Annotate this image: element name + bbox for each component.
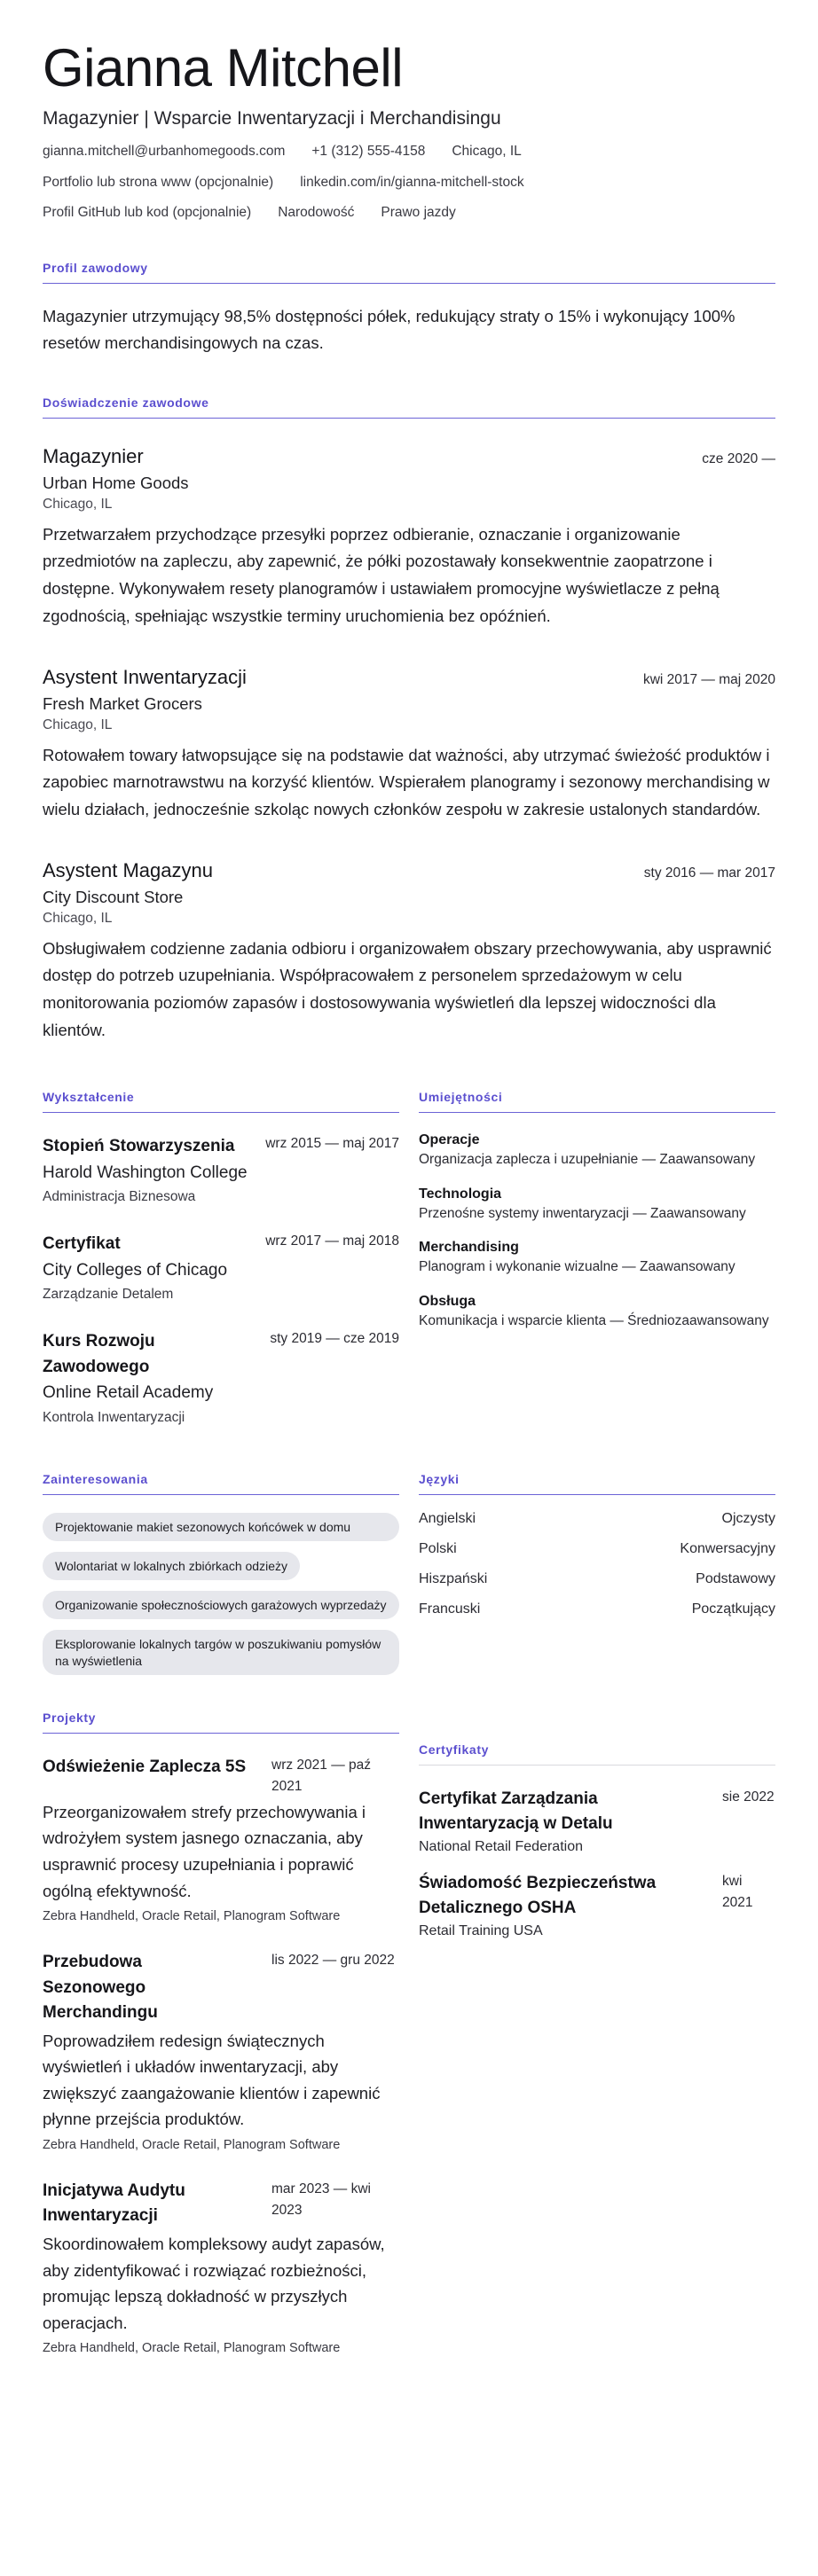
certifications-section xyxy=(419,1711,775,2356)
project-date: mar 2023 — kwi 2023 xyxy=(271,2181,371,2218)
interests-section xyxy=(43,1472,399,1675)
project-tools: Zebra Handheld, Oracle Retail, Planogram Software xyxy=(43,1909,341,1924)
job-title: Asystent Magazynu xyxy=(43,858,213,881)
profile-section xyxy=(43,261,775,356)
certification-date: kwi 2021 xyxy=(722,1873,753,1910)
education-degree: Stopień Stowarzyszenia xyxy=(43,1137,235,1156)
skill-level: Przenośne systemy inwentaryzacji — Zaawansowany xyxy=(419,1205,746,1221)
language-name: Angielski xyxy=(419,1510,476,1526)
project-title: Odświeżenie Zaplecza 5S xyxy=(43,1757,247,1776)
contact-row-2 xyxy=(43,175,775,192)
education-date: sty 2019 — cze 2019 xyxy=(270,1331,399,1347)
certification-issuer: Retail Training USA xyxy=(419,1922,543,1938)
job-location: Chicago, IL xyxy=(43,496,113,512)
job-location: Chicago, IL xyxy=(43,910,113,926)
skills-section xyxy=(419,1090,775,1425)
certification-issuer: National Retail Federation xyxy=(419,1838,583,1854)
language-name: Francuski xyxy=(419,1601,481,1617)
project-tools: Zebra Handheld, Oracle Retail, Planogram Software xyxy=(43,2137,341,2152)
projects-section xyxy=(43,1711,399,2356)
job-entry xyxy=(43,445,775,630)
skill-name: Obsługa xyxy=(419,1293,476,1309)
language-row xyxy=(419,1541,775,1557)
job-title: Asystent Inwentaryzacji xyxy=(43,665,247,688)
skill-level: Planogram i wykonanie wizualne — Zaawansowany xyxy=(419,1259,735,1275)
project-title: Inicjatywa Audytu Inwentaryzacji xyxy=(43,2181,185,2226)
interest-tag: Wolontariat w lokalnych zbiórkach odzieży xyxy=(43,1552,300,1580)
resume-header xyxy=(43,39,775,222)
certification-entry xyxy=(419,1787,775,1855)
skill-name: Operacje xyxy=(419,1132,480,1148)
education-entry xyxy=(43,1329,399,1425)
project-tools: Zebra Handheld, Oracle Retail, Planogram Software xyxy=(43,2341,341,2356)
language-row xyxy=(419,1601,775,1617)
job-location: Chicago, IL xyxy=(43,716,113,732)
job-description: Przetwarzałem przychodzące przesyłki poprzez odbieranie, oznaczanie i organizowanie przedmiotów na zapleczu, aby zapewnić, że półki pozostawały konsekwentnie zaopatrzone i dostępne. Wykonywałem resety planogramów i ustawiałem promocyjne wyświetlacze z pełną zgodnością, spełniając wszystkie terminy uruchomienia bez opóźnień. xyxy=(43,524,720,625)
language-list xyxy=(419,1511,775,1617)
experience-section xyxy=(43,395,775,1045)
project-description: Poprowadziłem redesign świątecznych wyświetleń i układów inwentaryzacji, aby zwiększyć zaangażowanie klientów i zapewnić płynne przejścia produktów. xyxy=(43,2031,381,2129)
skill-entry xyxy=(419,1186,775,1224)
education-field: Zarządzanie Detalem xyxy=(43,1287,174,1303)
contact-github[interactable]: Profil GitHub lub kod (opcjonalnie) xyxy=(43,205,252,221)
education-date: wrz 2017 — maj 2018 xyxy=(265,1233,399,1249)
language-name: Polski xyxy=(419,1540,457,1556)
contact-email[interactable]: gianna.mitchell@urbanhomegoods.com xyxy=(43,144,286,159)
skill-level: Komunikacja i wsparcie klienta — Średniozaawansowany xyxy=(419,1312,769,1328)
project-date: wrz 2021 — paź 2021 xyxy=(271,1757,371,1794)
certification-name: Świadomość Bezpieczeństwa Detalicznego OSHA xyxy=(419,1873,657,1918)
project-description: Skoordinowałem kompleksowy audyt zapasów, aby zidentyfikować i rozwiązać rozbieżności, promując lepszą dokładność w przyszłych operacjach. xyxy=(43,2234,385,2332)
skill-level: Organizacja zaplecza i uzupełnianie — Zaawansowany xyxy=(419,1152,756,1168)
project-entry xyxy=(43,2179,399,2355)
language-level: Ojczysty xyxy=(721,1510,775,1526)
contact-row-1 xyxy=(43,144,775,161)
interest-tag: Organizowanie społecznościowych garażowych wyprzedaży xyxy=(43,1591,399,1619)
language-row xyxy=(419,1571,775,1587)
projects-certifications-row xyxy=(43,1711,775,2356)
education-skills-row xyxy=(43,1090,775,1425)
certification-name: Certyfikat Zarządzania Inwentaryzacją w Detalu xyxy=(419,1789,613,1834)
profile-summary: Magazynier utrzymujący 98,5% dostępności półek, redukujący straty o 15% i wykonujący 100% resetów merchandisingowych na czas. xyxy=(43,306,735,352)
interests-languages-row xyxy=(43,1472,775,1675)
job-date: cze 2020 — xyxy=(702,450,775,466)
job-description: Rotowałem towary łatwopsujące się na podstawie dat ważności, aby utrzymać świeżość produktów i zapobiec marnotrawstwu na korzyść klientów. Wspierałem planogramy i sezonowy merchandising w wielu działach, jednocześnie szkoląc nowych członków zespołu w zakresie ustalonych standardów. xyxy=(43,745,770,818)
section-title-experience: Doświadczenie zawodowe xyxy=(43,395,775,419)
language-level: Konwersacyjny xyxy=(680,1540,775,1556)
section-title-skills: Umiejętności xyxy=(419,1090,775,1113)
language-level: Podstawowy xyxy=(696,1570,775,1586)
education-school: City Colleges of Chicago xyxy=(43,1260,228,1280)
project-date: lis 2022 — gru 2022 xyxy=(271,1953,395,1969)
language-name: Hiszpański xyxy=(419,1570,488,1586)
contact-linkedin[interactable]: linkedin.com/in/gianna-mitchell-stock xyxy=(300,174,524,190)
interest-tags xyxy=(43,1513,399,1675)
skill-name: Merchandising xyxy=(419,1240,519,1256)
project-title: Przebudowa Sezonowego Merchandingu xyxy=(43,1953,158,2023)
education-section xyxy=(43,1090,399,1425)
contact-nationality: Narodowość xyxy=(278,205,355,221)
job-title: Magazynier xyxy=(43,444,144,467)
section-title-profile: Profil zawodowy xyxy=(43,261,775,284)
certification-entry xyxy=(419,1871,775,1939)
education-degree: Kurs Rozwoju Zawodowego xyxy=(43,1332,155,1376)
skill-name: Technologia xyxy=(419,1186,502,1202)
job-entry xyxy=(43,666,775,824)
education-school: Harold Washington College xyxy=(43,1163,248,1182)
contact-license: Prawo jazdy xyxy=(381,205,456,221)
interest-tag: Projektowanie makiet sezonowych końcówek w domu xyxy=(43,1513,399,1541)
job-company: City Discount Store xyxy=(43,887,184,906)
education-degree: Certyfikat xyxy=(43,1234,121,1254)
job-description: Obsługiwałem codzienne zadania odbioru i organizowałem obszary przechowywania, aby usprawnić dostęp do potrzeb uzupełniania. Współpracowałem z personelem sprzedażowym w celu monitorowania poziomów zapasów i dostosowywania wyświetleń dla lepszej widoczności dla klientów. xyxy=(43,938,772,1039)
section-title-education: Wykształcenie xyxy=(43,1090,399,1113)
skill-entry xyxy=(419,1240,775,1277)
education-entry xyxy=(43,1134,399,1205)
skill-entry xyxy=(419,1294,775,1331)
section-title-certifications: Certyfikaty xyxy=(419,1742,775,1766)
language-level: Początkujący xyxy=(691,1601,775,1617)
candidate-headline: Magazynier | Wsparcie Inwentaryzacji i Merchandisingu xyxy=(43,108,501,129)
project-entry xyxy=(43,1755,399,1923)
contact-location: Chicago, IL xyxy=(452,144,522,159)
section-title-projects: Projekty xyxy=(43,1711,399,1734)
candidate-name: Gianna Mitchell xyxy=(43,38,404,98)
language-row xyxy=(419,1511,775,1527)
job-entry xyxy=(43,859,775,1045)
education-date: wrz 2015 — maj 2017 xyxy=(265,1136,399,1152)
project-description: Przeorganizowałem strefy przechowywania i wdrożyłem system jasnego oznaczania, aby usprawnić procesy uzupełniania i poprawić ogólną efektywność. xyxy=(43,1802,366,1900)
education-school: Online Retail Academy xyxy=(43,1383,214,1403)
certification-date: sie 2022 xyxy=(722,1789,775,1805)
interest-tag: Eksplorowanie lokalnych targów w poszukiwaniu pomysłów na wyświetlenia xyxy=(43,1630,399,1674)
education-entry xyxy=(43,1232,399,1303)
section-title-languages: Języki xyxy=(419,1472,775,1495)
languages-section xyxy=(419,1472,775,1675)
job-date: sty 2016 — mar 2017 xyxy=(643,865,775,881)
project-entry xyxy=(43,1950,399,2152)
job-date: kwi 2017 — maj 2020 xyxy=(642,671,775,687)
contact-portfolio[interactable]: Portfolio lub strona www (opcjonalnie) xyxy=(43,174,274,190)
job-company: Fresh Market Grocers xyxy=(43,693,202,713)
contact-phone[interactable]: +1 (312) 555-4158 xyxy=(311,144,426,159)
section-title-interests: Zainteresowania xyxy=(43,1472,399,1495)
contact-row-3 xyxy=(43,205,775,222)
education-field: Administracja Biznesowa xyxy=(43,1189,196,1205)
job-company: Urban Home Goods xyxy=(43,473,189,492)
education-field: Kontrola Inwentaryzacji xyxy=(43,1409,185,1425)
skill-entry xyxy=(419,1132,775,1170)
